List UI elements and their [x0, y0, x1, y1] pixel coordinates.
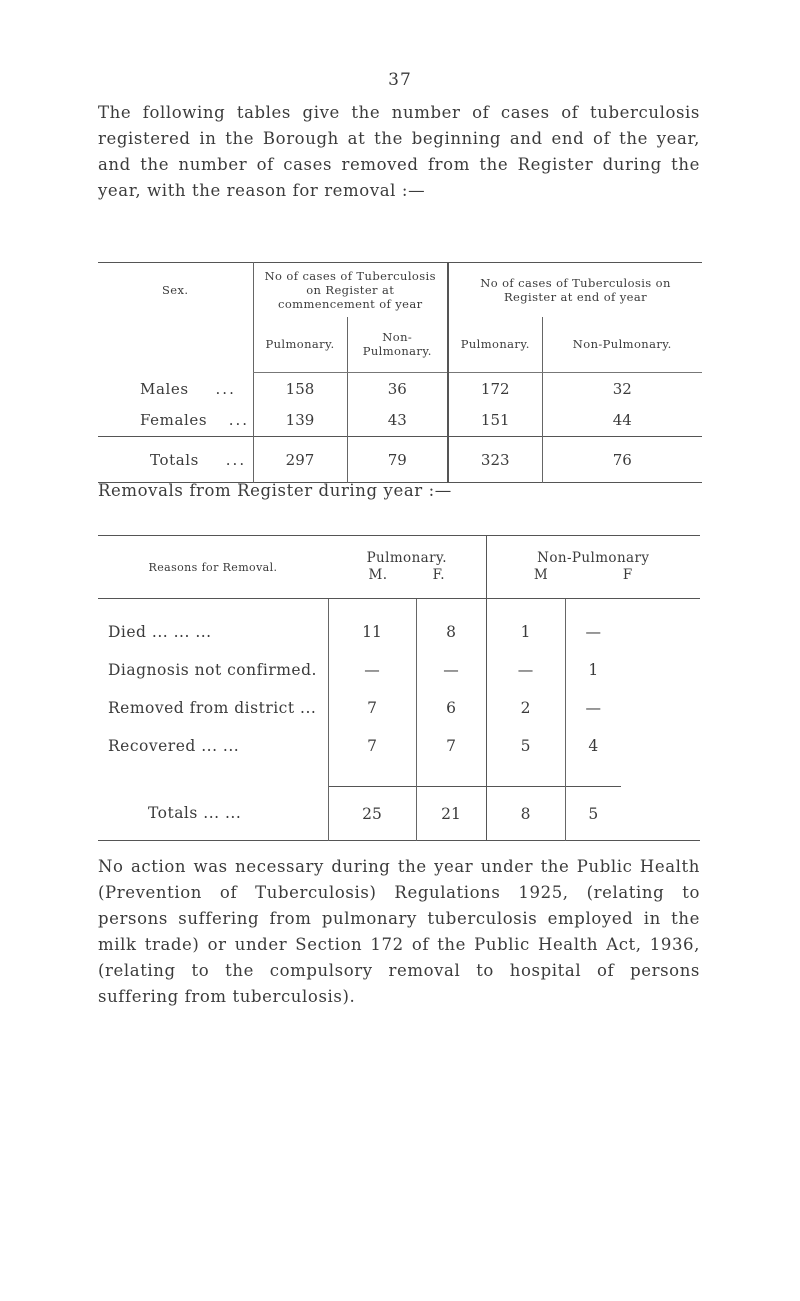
start-pulmonary-header: Pulmonary. [253, 317, 347, 373]
cell-non-pulmonary-male: 1 [486, 613, 565, 651]
cell-start-pulmonary: 139 [253, 405, 347, 437]
removals-title: Removals from Register during year :— [98, 481, 452, 500]
non-pulmonary-female-header: F [622, 567, 633, 583]
totals-row [98, 437, 702, 483]
cell-non-pulmonary-male: 2 [486, 689, 565, 727]
cell-pulmonary-female: 6 [416, 689, 486, 727]
row-label: Males [140, 379, 189, 398]
register-table [98, 262, 702, 483]
row-dots: ... [228, 411, 249, 430]
cell-pulmonary-male: 7 [328, 689, 416, 727]
sex-header: Sex. [162, 282, 189, 297]
cell-non-pulmonary-female: — [565, 689, 621, 727]
cell-pulmonary-male: 7 [328, 727, 416, 765]
register-subheader-row [98, 317, 702, 373]
end-non-pulmonary-header: Non-Pulmonary. [542, 317, 702, 373]
cell-non-pulmonary-female: — [565, 613, 621, 651]
cell-start-non-pulmonary: 79 [347, 437, 448, 483]
removals-table [98, 535, 700, 841]
table-row [98, 727, 700, 765]
cell-non-pulmonary-female: 4 [565, 727, 621, 765]
row-label: Totals [150, 450, 199, 469]
closing-paragraph: No action was necessary during the year under the Public Health (Prevention of Tuberculosis) Regulations 1925, (relating to persons suffering from pulmonary tuberculosis employed in the milk trade) or under Section 172 of the Public Health Act, 1936, (relating to the compulsory removal to hospital of persons suffering from tuberculosis). [98, 857, 700, 1006]
cell-pulmonary-female: 8 [416, 613, 486, 651]
cell-start-non-pulmonary: 43 [347, 405, 448, 437]
cell-pulmonary-male: 25 [328, 787, 416, 841]
cell-start-pulmonary: 158 [253, 373, 347, 405]
row-label: Females [140, 411, 208, 430]
row-label: Diagnosis not confirmed. [108, 660, 317, 679]
row-dots: ... [225, 450, 247, 469]
cell-end-pulmonary: 151 [448, 405, 542, 437]
cell-pulmonary-female: 21 [416, 787, 486, 841]
cell-non-pulmonary-male: 8 [486, 787, 565, 841]
row-label: Removed from district ... [108, 698, 317, 717]
start-non-pulmonary-header: Non-Pulmonary. [347, 317, 448, 373]
register-header-row [98, 263, 702, 317]
reasons-header: Reasons for Removal. [98, 536, 328, 599]
end-pulmonary-header: Pulmonary. [448, 317, 542, 373]
removals-header-row [98, 536, 700, 599]
intro-paragraph: The following tables give the number of cases of tuberculosis registered in the Borough at the beginning and end of the year, and the number of cases removed from the Register during the year, with the reason for removal :— [98, 103, 700, 200]
cell-end-non-pulmonary: 76 [542, 437, 702, 483]
cell-end-pulmonary: 172 [448, 373, 542, 405]
cell-non-pulmonary-female: 1 [565, 651, 621, 689]
table-row [98, 613, 700, 651]
row-label: Totals ... ... [148, 804, 242, 823]
cell-pulmonary-female: 7 [416, 727, 486, 765]
table-row [98, 373, 702, 405]
cell-pulmonary-male: 11 [328, 613, 416, 651]
cell-start-pulmonary: 297 [253, 437, 347, 483]
row-dots: ... [215, 379, 236, 398]
cell-end-pulmonary: 323 [448, 437, 542, 483]
table-row [98, 689, 700, 727]
table-row [98, 651, 700, 689]
page-number: 37 [388, 70, 412, 90]
totals-row [98, 787, 700, 841]
cell-non-pulmonary-male: 5 [486, 727, 565, 765]
cell-non-pulmonary-female: 5 [565, 787, 621, 841]
pulmonary-female-header: F. [432, 567, 445, 583]
cell-end-non-pulmonary: 44 [542, 405, 702, 437]
non-pulmonary-header: Non-Pulmonary [537, 550, 650, 566]
end-year-header: No of cases of Tuberculosis on Register at end of year [448, 263, 702, 317]
pulmonary-header: Pulmonary. [366, 550, 447, 566]
cell-start-non-pulmonary: 36 [347, 373, 448, 405]
table-row [98, 405, 702, 437]
cell-end-non-pulmonary: 32 [542, 373, 702, 405]
row-label: Died ... ... ... [108, 622, 212, 641]
start-year-header: No of cases of Tuberculosis on Register at commencement of year [253, 263, 448, 317]
pulmonary-male-header: M. [368, 567, 388, 583]
cell-pulmonary-male: — [328, 651, 416, 689]
cell-pulmonary-female: — [416, 651, 486, 689]
non-pulmonary-male-header: M [533, 567, 549, 583]
row-label: Recovered ... ... [108, 736, 240, 755]
cell-non-pulmonary-male: — [486, 651, 565, 689]
